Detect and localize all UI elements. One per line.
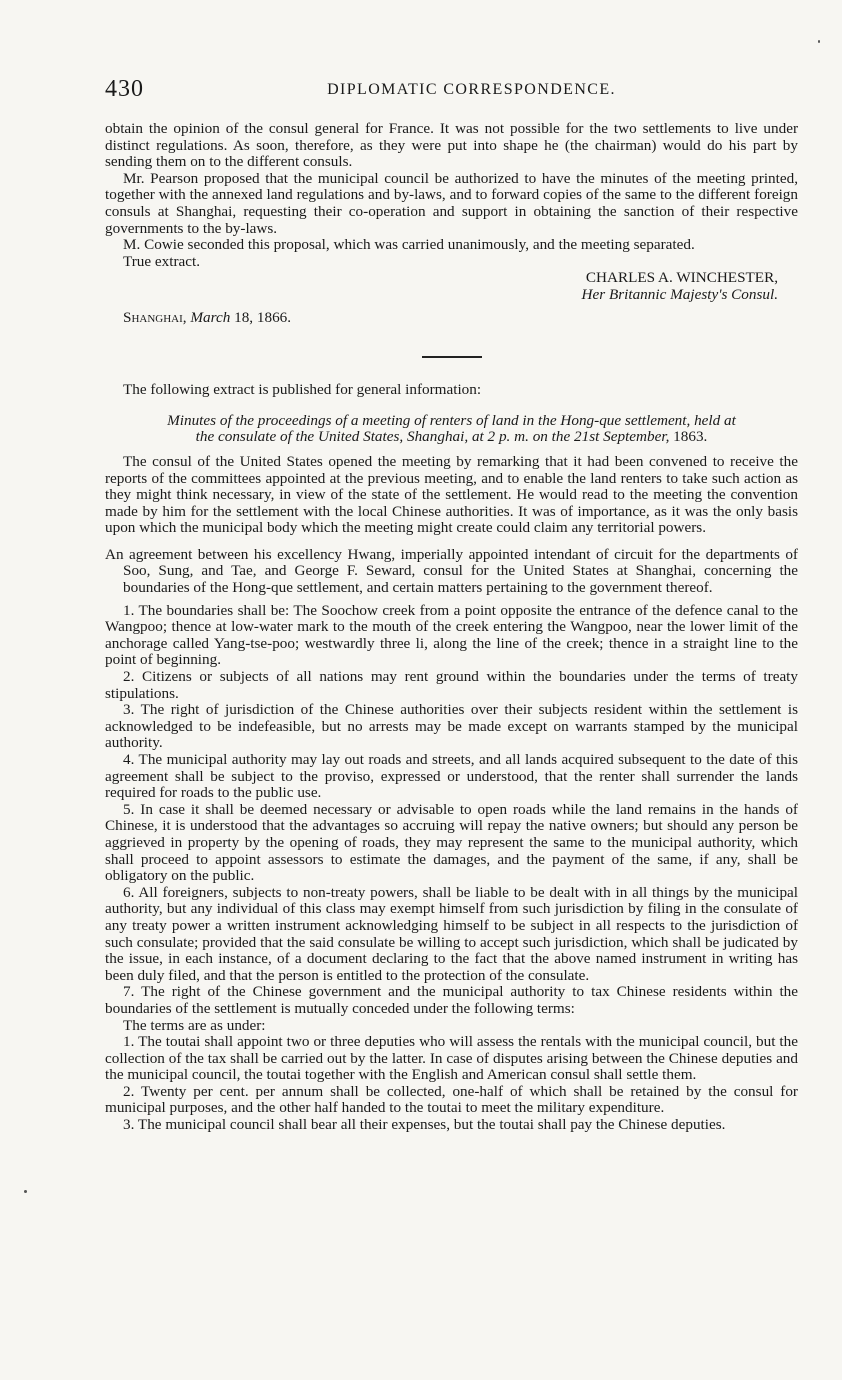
- paragraph-pearson: Mr. Pearson proposed that the municipal council be authorized to have the minutes of the meeting printed, together with the annexed land regulations and by-laws, and to forward copies of the same to the different foreign consuls at Shanghai, requesting their co-operation and support in obtaining the sanction of their respective governments to the by-laws.: [105, 169, 798, 237]
- minutes-heading-line-1: Minutes of the proceedings of a meeting of renters of land in the Hong-que settlement, held at: [167, 411, 736, 429]
- intro-line: The following extract is published for general information:: [123, 381, 482, 399]
- page-header: [105, 76, 798, 104]
- agreement-item: 7. The right of the Chinese government and the municipal authority to tax Chinese residents within the boundaries of the settlement is mutually conceded under the following terms:: [105, 983, 798, 1017]
- running-head: DIPLOMATIC CORRESPONDENCE.: [327, 81, 616, 98]
- agreement-paragraph: An agreement between his excellency Hwang, imperially appointed intendant of circuit for the departments of Soo, Sung, and Tae, and George F. Seward, consul for the United States at Shanghai, concerning the boundaries of the Hong-que settlement, and certain matters pertaining to the government thereof.: [105, 545, 798, 597]
- terms-intro: The terms are as under:: [123, 1016, 266, 1034]
- term-item: 3. The municipal council shall bear all their expenses, but the toutai shall pay the Chinese deputies.: [123, 1116, 726, 1134]
- agreement-item: 1. The boundaries shall be: The Soochow creek from a point opposite the entrance of the defence canal to the Wangpoo; thence at low-water mark to the mouth of the creek entering the Wangpoo, near the lower limit of the anchorage called Yang-tse-poo; westwardly three li, along the line of the creek; thence in a straight line to the point of beginning.: [105, 601, 798, 669]
- date-place: Shanghai,: [123, 308, 187, 326]
- agreement-item: 6. All foreigners, subjects to non-treaty powers, shall be liable to be dealt with in all things by the municipal authority, but any individual of this class may exempt himself from such jurisdiction by filing in the consulate of any treaty power a written instrument acknowledging himself to be subject in all respects to the jurisdiction of such consulate; provided that the said consulate be willing to accept such jurisdiction, which shall be judicated by the issue, in each instance, of a document declaring to the fact that the above named instrument in writing has been duly filed, and that the person is entitled to the protection of the consulate.: [105, 883, 798, 984]
- paper-speck: [818, 40, 820, 43]
- agreement-item: 2. Citizens or subjects of all nations may rent ground within the boundaries under the terms of treaty stipulations.: [105, 668, 798, 702]
- page-number: 430: [105, 76, 144, 102]
- agreement-items: [105, 603, 798, 1018]
- section-divider: [422, 356, 482, 358]
- agreement-item: 4. The municipal authority may lay out roads and streets, and all lands acquired subsequent to the date of this agreement shall be subject to the proviso, expressed or understood, that the renter shall surrender the lands required for roads to the public use.: [105, 751, 798, 802]
- date-month: March: [190, 308, 231, 326]
- page-body: [105, 121, 798, 1134]
- agreement-item: 3. The right of jurisdiction of the Chinese authorities over their subjects resident within the settlement is acknowledged to be indefeasible, but no arrests may be made except on warrants stamped by the municipal authority.: [105, 701, 798, 752]
- term-item: 2. Twenty per cent. per annum shall be collected, one-half of which shall be retained by the consul for municipal purposes, and the other half handed to the toutai to meet the military expenditure.: [105, 1082, 798, 1117]
- signature-title: Her Britannic Majesty's Consul.: [581, 285, 778, 303]
- paragraph-continued: obtain the opinion of the consul general for France. It was not possible for the two settlements to live under distinct regulations. As soon, therefore, as they were put into shape he (the chairman) would do his part by sending them on to the different consuls.: [105, 120, 798, 171]
- paper-speck: [24, 1190, 27, 1193]
- minutes-heading-year: 1863.: [673, 428, 708, 446]
- document-page: [105, 76, 798, 1134]
- opening-paragraph: The consul of the United States opened the meeting by remarking that it had been convened to receive the reports of the committees appointed at the previous meeting, and to enable the land renters to take such action as they might think necessary, in view of the state of the settlement. He would read to the meeting the convention made by him for the settlement with the local Chinese authorities. It was of importance, as it was the only basis upon which the municipal body which the meeting might create could claim any territorial powers.: [105, 452, 798, 537]
- paragraph-cowie: M. Cowie seconded this proposal, which was carried unanimously, and the meeting separated.: [123, 236, 695, 254]
- date-line: [123, 310, 798, 327]
- true-extract: True extract.: [123, 252, 201, 270]
- minutes-heading-line-2: the consulate of the United States, Shanghai, at 2 p. m. on the 21st September,: [195, 428, 670, 446]
- agreement-item: 5. In case it shall be deemed necessary or advisable to open roads while the land remains in the hands of Chinese, it is understood that the advantages so accruing will repay the native owners; but should any person be aggrieved in property by the opening of roads, they may represent the same to the municipal authority, which shall proceed to appoint assessors to estimate the damages, and the payment of the same, if any, shall be obligatory on the public.: [105, 800, 798, 885]
- term-item: 1. The toutai shall appoint two or three deputies who will assess the rentals with the municipal council, but the collection of the tax shall be carried out by the latter. In case of disputes arising between the Chinese deputies and the municipal council, the toutai together with the English and American consul shall settle them.: [105, 1033, 798, 1084]
- date-rest: 18, 1866.: [234, 308, 292, 326]
- signature-name: CHARLES A. WINCHESTER,: [585, 269, 778, 287]
- minutes-heading: [105, 413, 798, 446]
